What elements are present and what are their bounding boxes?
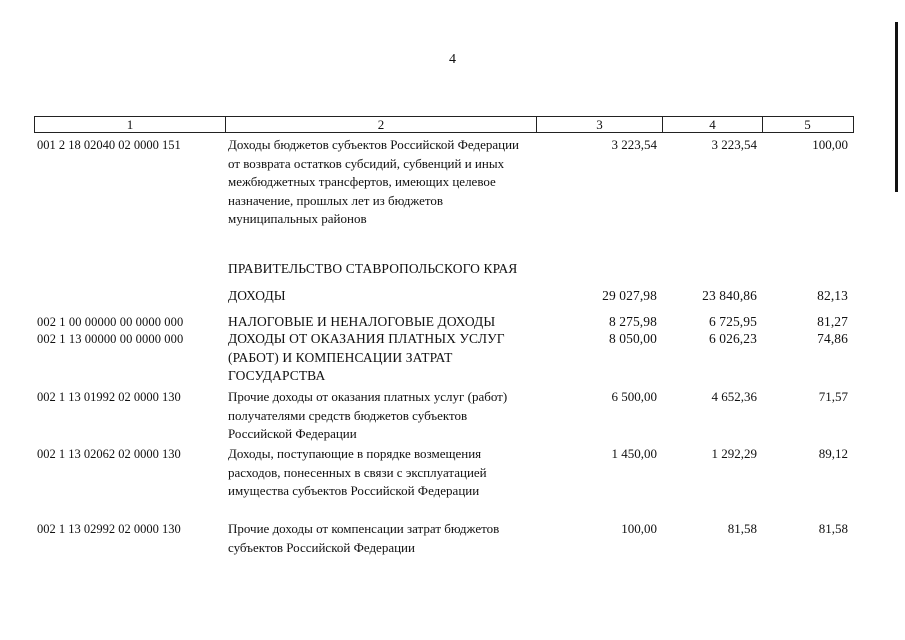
section-heading-row	[34, 260, 854, 279]
table-row	[34, 136, 854, 248]
actual-amount: 6 725,95	[708, 314, 757, 329]
column-header-2: 2	[226, 117, 537, 132]
column-header-4: 4	[663, 117, 763, 132]
section-heading: ПРАВИТЕЛЬСТВО СТАВРОПОЛЬСКОГО КРАЯ	[228, 261, 518, 276]
revenue-name: ДОХОДЫ ОТ ОКАЗАНИЯ ПЛАТНЫХ УСЛУГ (РАБОТ) И КОМПЕНСАЦИИ ЗАТРАТ ГОСУДАРСТВА	[228, 331, 505, 383]
actual-amount: 6 026,23	[708, 331, 757, 346]
planned-amount: 8 275,98	[608, 314, 657, 329]
planned-amount: 3 223,54	[611, 137, 657, 152]
execution-percent: 81,58	[818, 521, 848, 536]
budget-code: 002 1 13 01992 02 0000 130	[37, 390, 181, 404]
page-number: 4	[449, 52, 456, 67]
planned-amount: 6 500,00	[611, 389, 657, 404]
revenue-name: НАЛОГОВЫЕ И НЕНАЛОГОВЫЕ ДОХОДЫ	[228, 314, 496, 329]
actual-amount: 81,58	[727, 521, 757, 536]
planned-amount: 1 450,00	[611, 446, 657, 461]
revenue-name: Доходы бюджетов субъектов Российской Федерации от возврата остатков субсидий, субвенций и иных межбюджетных трансфертов, имеющих целевое назначение, прошлых лет из бюджетов муниципальных районов	[228, 137, 519, 226]
budget-code: 002 1 13 02992 02 0000 130	[37, 522, 181, 536]
column-header-3: 3	[537, 117, 663, 132]
revenue-name: Прочие доходы от компенсации затрат бюджетов субъектов Российской Федерации	[228, 521, 500, 555]
table-row	[34, 330, 854, 386]
actual-amount: 3 223,54	[711, 137, 757, 152]
budget-code: 002 1 13 00000 00 0000 000	[37, 332, 184, 346]
execution-percent: 82,13	[817, 288, 848, 303]
revenue-name: Прочие доходы от оказания платных услуг (работ) получателями средств бюджетов субъектов Российской Федерации	[228, 389, 508, 441]
table-row	[34, 445, 854, 501]
execution-percent: 71,57	[818, 389, 848, 404]
table-row	[34, 388, 854, 444]
actual-amount: 4 652,36	[711, 389, 757, 404]
budget-code: 001 2 18 02040 02 0000 151	[37, 138, 181, 152]
revenue-name: Доходы, поступающие в порядке возмещения расходов, понесенных в связи с эксплуатацией имущества субъектов Российской Федерации	[228, 446, 487, 498]
budget-code: 002 1 00 00000 00 0000 000	[37, 315, 184, 329]
revenue-name: ДОХОДЫ	[228, 288, 286, 303]
execution-percent: 81,27	[817, 314, 848, 329]
table-row	[34, 520, 854, 558]
execution-percent: 89,12	[818, 446, 848, 461]
budget-code: 002 1 13 02062 02 0000 130	[37, 447, 181, 461]
planned-amount: 100,00	[621, 521, 657, 536]
planned-amount: 8 050,00	[608, 331, 657, 346]
actual-amount: 23 840,86	[702, 288, 757, 303]
execution-percent: 74,86	[817, 331, 848, 346]
scan-edge-mark	[895, 22, 898, 192]
execution-percent: 100,00	[812, 137, 848, 152]
column-header-1: 1	[35, 117, 226, 132]
planned-amount: 29 027,98	[602, 288, 657, 303]
actual-amount: 1 292,29	[711, 446, 757, 461]
table-row	[34, 287, 854, 306]
column-header-5: 5	[804, 117, 811, 132]
table-header	[34, 116, 854, 133]
